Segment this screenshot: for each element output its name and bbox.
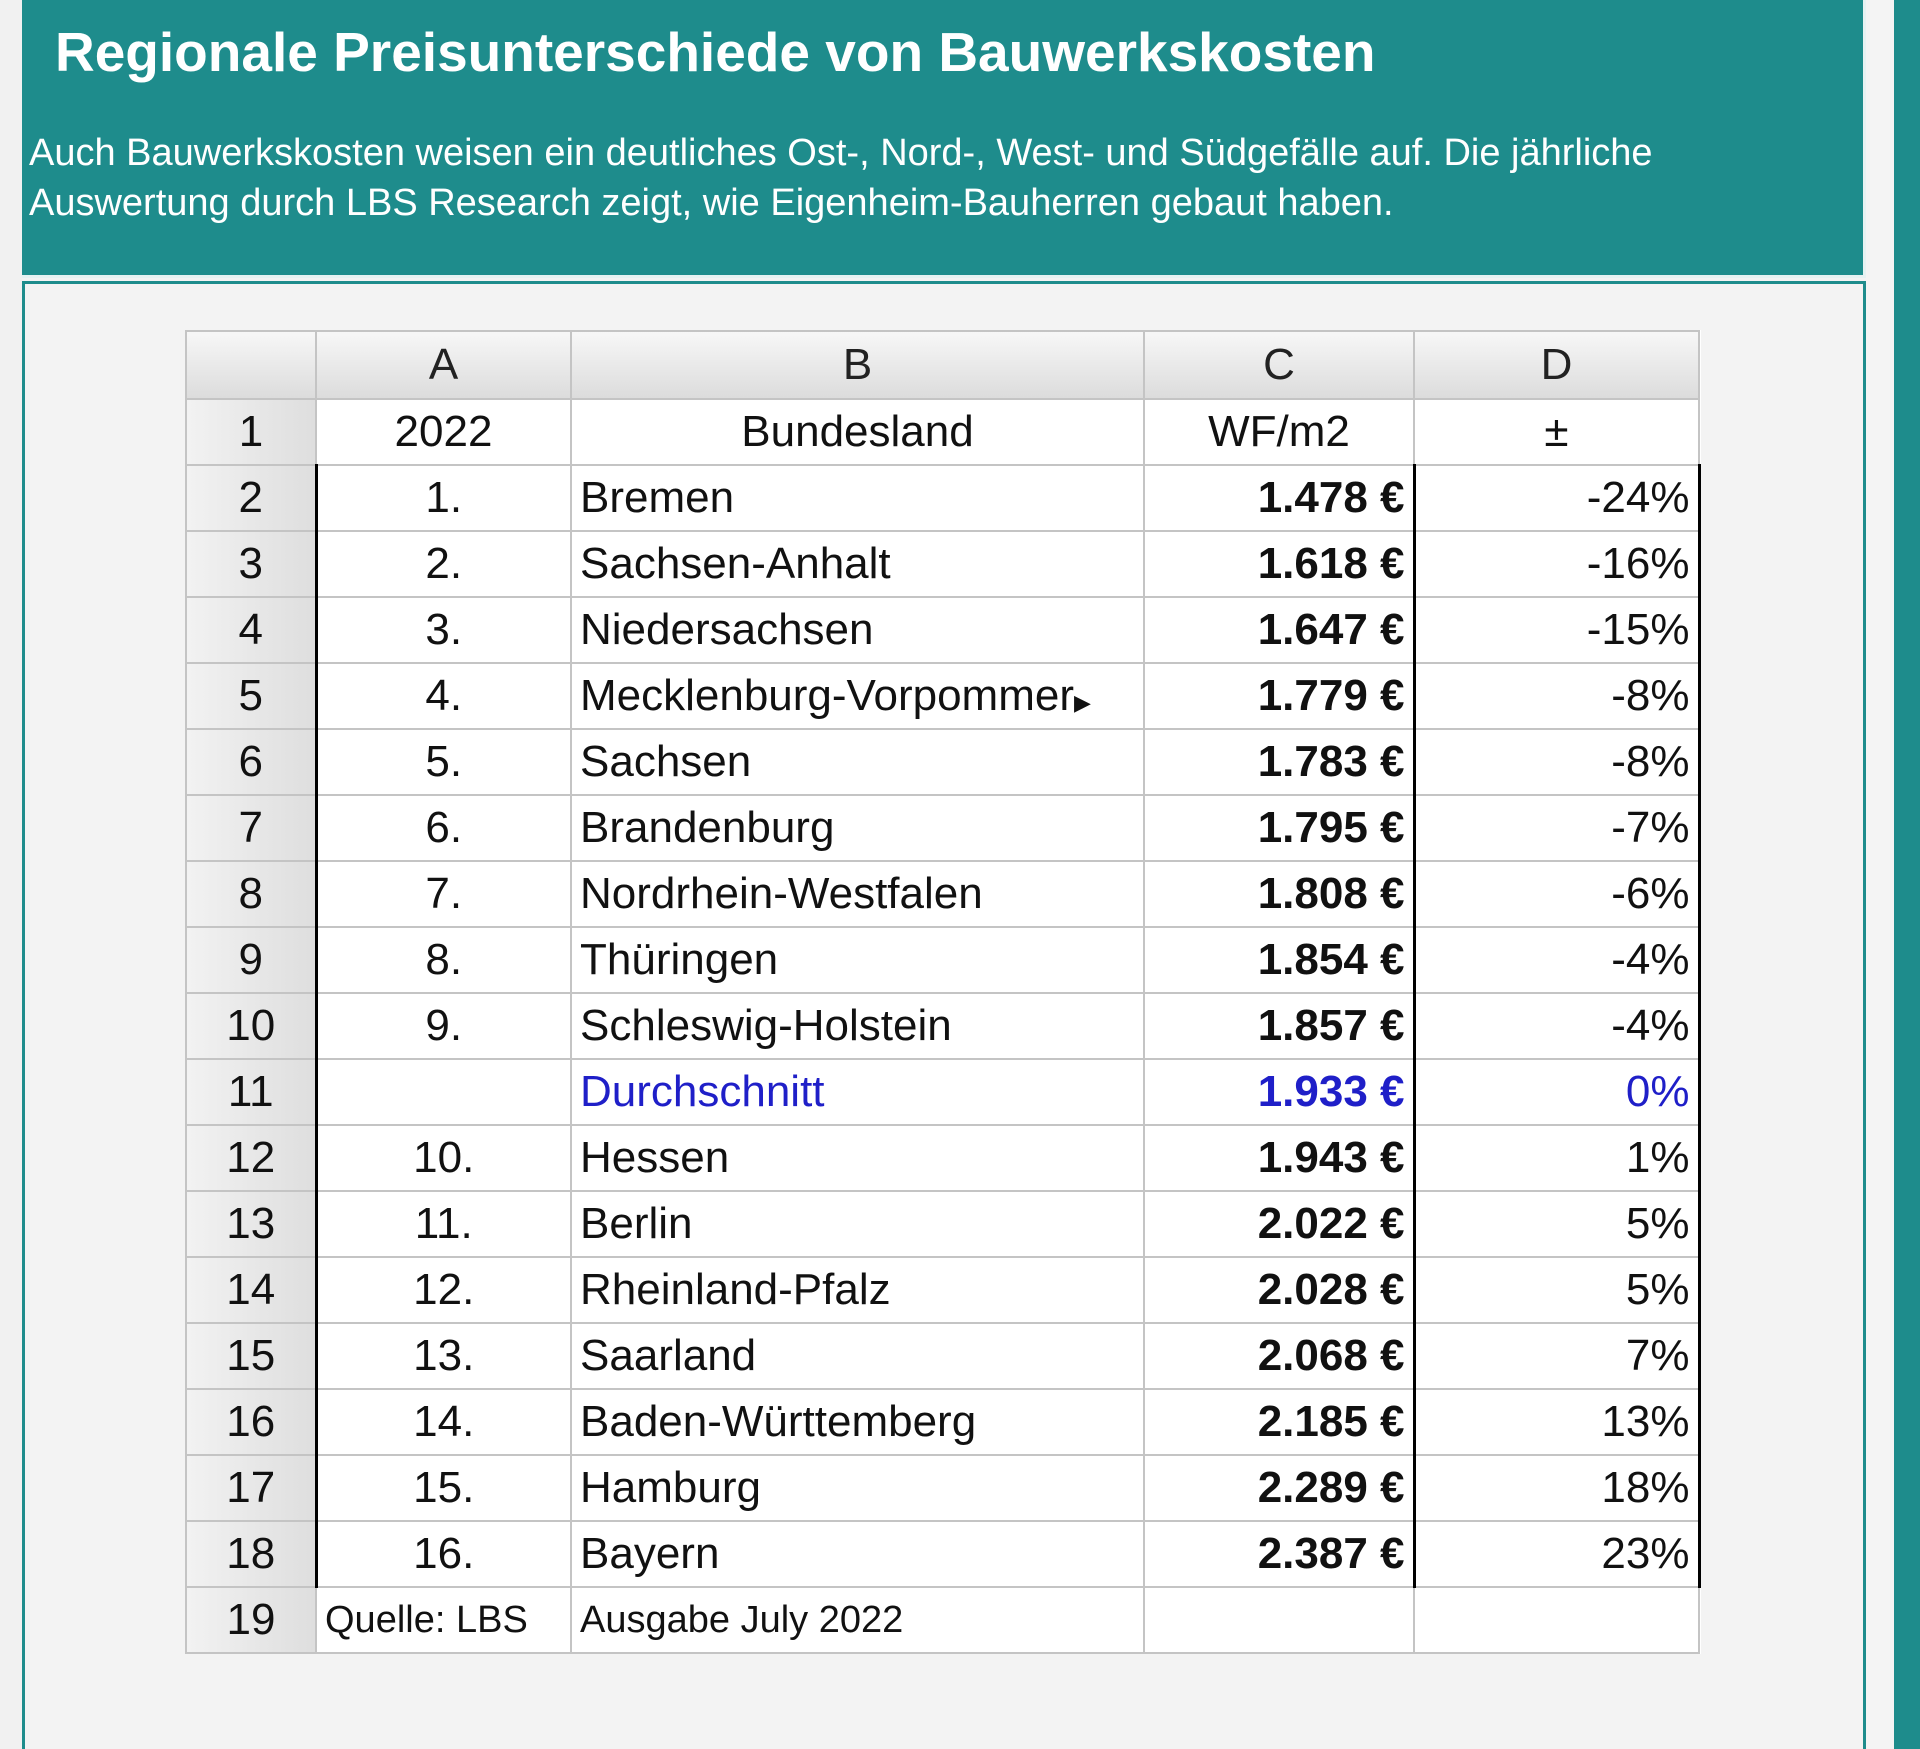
cell-price-header[interactable]: WF/m2 (1144, 399, 1414, 465)
cell-rank[interactable]: 4. (316, 663, 571, 729)
table-row (186, 1257, 1699, 1323)
table-row (186, 1059, 1699, 1125)
cell-change[interactable]: 7% (1414, 1323, 1699, 1389)
row-header[interactable]: 2 (186, 465, 316, 531)
cell-rank[interactable]: 8. (316, 927, 571, 993)
cell-bundesland[interactable]: Nordrhein-Westfalen (571, 861, 1144, 927)
row-header[interactable]: 5 (186, 663, 316, 729)
cell-price[interactable]: 1.808 € (1144, 861, 1414, 927)
cell-price[interactable]: 2.022 € (1144, 1191, 1414, 1257)
cell-change[interactable]: -4% (1414, 993, 1699, 1059)
cell-source[interactable]: Quelle: LBS (316, 1587, 571, 1653)
cell-text: Mecklenburg-Vorpommer (580, 671, 1074, 720)
table-row (186, 1389, 1699, 1455)
cell-rank[interactable]: 5. (316, 729, 571, 795)
page-title: Regionale Preisunterschiede von Bauwerkskosten (55, 21, 1376, 83)
table-row (186, 465, 1699, 531)
cell-change[interactable]: 23% (1414, 1521, 1699, 1587)
row-header[interactable]: 10 (186, 993, 316, 1059)
cell-price[interactable]: 1.783 € (1144, 729, 1414, 795)
row-header[interactable]: 18 (186, 1521, 316, 1587)
row-header[interactable]: 7 (186, 795, 316, 861)
row-header[interactable]: 17 (186, 1455, 316, 1521)
cell-rank[interactable]: 2. (316, 531, 571, 597)
row-header[interactable]: 4 (186, 597, 316, 663)
cell-rank[interactable]: 3. (316, 597, 571, 663)
cell-price[interactable]: 2.068 € (1144, 1323, 1414, 1389)
cell-rank[interactable]: 12. (316, 1257, 571, 1323)
table-row (186, 1323, 1699, 1389)
column-header-c[interactable]: C (1144, 331, 1414, 399)
table-row (186, 927, 1699, 993)
cell-change[interactable]: -16% (1414, 531, 1699, 597)
sheet-corner[interactable] (186, 331, 316, 399)
spreadsheet-table (185, 330, 1701, 1654)
cell-change[interactable]: -6% (1414, 861, 1699, 927)
cell-price[interactable]: 1.478 € (1144, 465, 1414, 531)
cell-price[interactable]: 1.857 € (1144, 993, 1414, 1059)
cell-price[interactable]: 2.387 € (1144, 1521, 1414, 1587)
cell-bundesland[interactable]: Hessen (571, 1125, 1144, 1191)
left-margin (0, 0, 22, 1749)
row-header[interactable]: 16 (186, 1389, 316, 1455)
cell-bundesland[interactable]: Bayern (571, 1521, 1144, 1587)
cell-price[interactable]: 1.933 € (1144, 1059, 1414, 1125)
column-header-d[interactable]: D (1414, 331, 1699, 399)
cell-bundesland[interactable]: Hamburg (571, 1455, 1144, 1521)
table-row (186, 993, 1699, 1059)
cell-bundesland[interactable] (571, 663, 1144, 729)
row-header[interactable]: 14 (186, 1257, 316, 1323)
table-row (186, 663, 1699, 729)
cell-bundesland[interactable]: Sachsen-Anhalt (571, 531, 1144, 597)
cell-rank[interactable]: 15. (316, 1455, 571, 1521)
table-row (186, 1455, 1699, 1521)
cell-bundesland[interactable]: Rheinland-Pfalz (571, 1257, 1144, 1323)
cell-change[interactable]: -8% (1414, 663, 1699, 729)
column-header-b[interactable]: B (571, 331, 1144, 399)
cell-change[interactable]: -8% (1414, 729, 1699, 795)
cell-rank[interactable]: 14. (316, 1389, 571, 1455)
cell-change[interactable]: -7% (1414, 795, 1699, 861)
row-header[interactable]: 11 (186, 1059, 316, 1125)
cell-rank[interactable]: 1. (316, 465, 571, 531)
table-row (186, 531, 1699, 597)
cell-rank[interactable]: 11. (316, 1191, 571, 1257)
cell-change-header[interactable]: ± (1414, 399, 1699, 465)
cell-empty[interactable] (1414, 1587, 1699, 1653)
row-header[interactable]: 3 (186, 531, 316, 597)
table-row (186, 1521, 1699, 1587)
cell-change[interactable]: 13% (1414, 1389, 1699, 1455)
cell-price[interactable]: 1.779 € (1144, 663, 1414, 729)
cell-change[interactable]: 0% (1414, 1059, 1699, 1125)
table-row (186, 597, 1699, 663)
cell-rank[interactable]: 13. (316, 1323, 571, 1389)
cell-price[interactable]: 1.854 € (1144, 927, 1414, 993)
cell-price[interactable]: 1.795 € (1144, 795, 1414, 861)
cell-bundesland[interactable]: Bremen (571, 465, 1144, 531)
cell-bundesland[interactable]: Berlin (571, 1191, 1144, 1257)
cell-price[interactable]: 2.185 € (1144, 1389, 1414, 1455)
overflow-arrow-icon: ▶ (1073, 690, 1091, 715)
cell-year-header[interactable]: 2022 (316, 399, 571, 465)
row-header[interactable]: 6 (186, 729, 316, 795)
cell-change[interactable]: 1% (1414, 1125, 1699, 1191)
cell-rank[interactable]: 7. (316, 861, 571, 927)
cell-empty[interactable] (1144, 1587, 1414, 1653)
row-header[interactable]: 12 (186, 1125, 316, 1191)
cell-change[interactable]: 18% (1414, 1455, 1699, 1521)
cell-rank[interactable]: 10. (316, 1125, 571, 1191)
cell-bundesland-header[interactable]: Bundesland (571, 399, 1144, 465)
row-header[interactable]: 19 (186, 1587, 316, 1653)
header-banner (22, 0, 1866, 278)
cell-rank[interactable]: 9. (316, 993, 571, 1059)
table-row (186, 861, 1699, 927)
cell-price[interactable]: 2.289 € (1144, 1455, 1414, 1521)
row-header[interactable]: 9 (186, 927, 316, 993)
table-row (186, 1125, 1699, 1191)
scrollbar-track[interactable] (1894, 0, 1920, 1749)
cell-price[interactable]: 1.647 € (1144, 597, 1414, 663)
cell-bundesland[interactable]: Baden-Württemberg (571, 1389, 1144, 1455)
cell-edition[interactable]: Ausgabe July 2022 (571, 1587, 1144, 1653)
column-header-a[interactable]: A (316, 331, 571, 399)
cell-rank[interactable]: 16. (316, 1521, 571, 1587)
cell-bundesland[interactable]: Schleswig-Holstein (571, 993, 1144, 1059)
row-header[interactable]: 15 (186, 1323, 316, 1389)
source-row (186, 1587, 1699, 1653)
row-header[interactable]: 1 (186, 399, 316, 465)
cell-price[interactable]: 1.618 € (1144, 531, 1414, 597)
cell-change[interactable]: -24% (1414, 465, 1699, 531)
cell-rank[interactable] (316, 1059, 571, 1125)
cell-bundesland[interactable]: Thüringen (571, 927, 1144, 993)
table-row (186, 729, 1699, 795)
cell-rank[interactable]: 6. (316, 795, 571, 861)
page-subtitle: Auch Bauwerkskosten weisen ein deutliches Ost-, Nord-, West- und Südgefälle auf. Die jährliche Auswertung durch LBS Research zeigt, wie Eigenheim-Bauherren gebaut haben. (29, 132, 1653, 224)
table-header-row (186, 399, 1699, 465)
cell-bundesland[interactable]: Sachsen (571, 729, 1144, 795)
cell-bundesland[interactable]: Brandenburg (571, 795, 1144, 861)
cell-bundesland[interactable]: Niedersachsen (571, 597, 1144, 663)
row-header[interactable]: 13 (186, 1191, 316, 1257)
right-margin (1866, 0, 1894, 1749)
cell-change[interactable]: 5% (1414, 1191, 1699, 1257)
cell-change[interactable]: -4% (1414, 927, 1699, 993)
table-row (186, 1191, 1699, 1257)
row-header[interactable]: 8 (186, 861, 316, 927)
cell-bundesland[interactable]: Durchschnitt (571, 1059, 1144, 1125)
cell-price[interactable]: 1.943 € (1144, 1125, 1414, 1191)
cell-price[interactable]: 2.028 € (1144, 1257, 1414, 1323)
cell-bundesland[interactable]: Saarland (571, 1323, 1144, 1389)
cell-change[interactable]: 5% (1414, 1257, 1699, 1323)
table-row (186, 795, 1699, 861)
cell-change[interactable]: -15% (1414, 597, 1699, 663)
